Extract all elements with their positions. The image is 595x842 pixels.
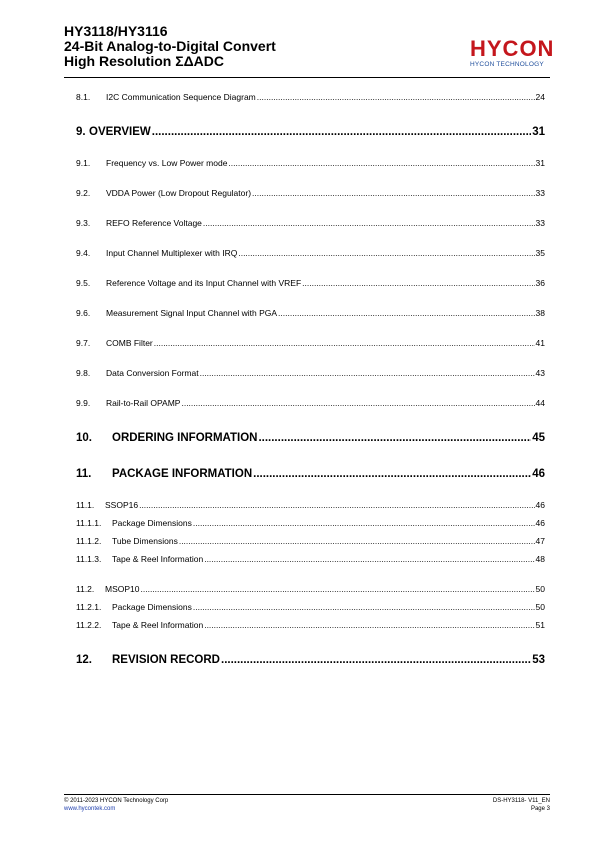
toc-number: 11.2.2. — [76, 620, 102, 630]
toc-page: 31 — [535, 158, 545, 168]
toc-number: 11.2.1. — [76, 602, 102, 612]
toc-leader — [193, 518, 535, 528]
toc-page: 46 — [535, 518, 545, 528]
toc-leader — [193, 602, 535, 612]
toc-leader — [257, 92, 535, 102]
toc-entry-9-8[interactable] — [76, 368, 545, 378]
toc-entry-9-5[interactable] — [76, 278, 545, 288]
toc-title: Reference Voltage and its Input Channel with VREF — [106, 278, 302, 288]
toc-entry-9-9[interactable] — [76, 398, 545, 408]
toc-entry-9[interactable] — [76, 126, 545, 138]
toc-title: Tape & Reel Information — [112, 554, 204, 564]
toc-number: 9.6. — [76, 308, 91, 318]
copyright-text: © 2011-2023 HYCON Technology Corp — [64, 798, 169, 804]
toc-entry-11[interactable] — [76, 468, 545, 480]
toc-leader — [139, 500, 534, 510]
toc-title: Measurement Signal Input Channel with PGA — [106, 308, 278, 318]
toc-entry-9-3[interactable] — [76, 218, 545, 228]
toc-entry-11-2[interactable] — [76, 584, 545, 594]
toc-title: REVISION RECORD — [112, 654, 220, 666]
toc-title: COMB Filter — [106, 338, 153, 348]
toc-entry-11-1-3[interactable] — [76, 554, 545, 564]
toc-page: 50 — [535, 584, 545, 594]
toc-title: OVERVIEW — [89, 126, 151, 138]
toc-page: 24 — [535, 92, 545, 102]
toc-page: 45 — [532, 432, 545, 444]
toc-number: 9.1. — [76, 158, 91, 168]
toc-number: 11.1.1. — [76, 518, 102, 528]
toc-number: 11. — [76, 468, 92, 480]
toc-page: 47 — [535, 536, 545, 546]
header-divider — [64, 77, 550, 78]
toc-entry-12[interactable] — [76, 654, 545, 666]
toc-page: 38 — [535, 308, 545, 318]
toc-number: 11.1. — [76, 500, 95, 510]
document-id: DS-HY3118- V11_EN — [492, 798, 550, 804]
toc-title: Rail-to-Rail OPAMP — [106, 398, 181, 408]
toc-page: 33 — [535, 188, 545, 198]
toc-number: 9.9. — [76, 398, 91, 408]
toc-number: 9.5. — [76, 278, 91, 288]
toc-entry-11-1[interactable] — [76, 500, 545, 510]
toc-leader — [302, 278, 534, 288]
toc-page: 48 — [535, 554, 545, 564]
toc-title: Package Dimensions — [112, 602, 192, 612]
toc-number: 12. — [76, 654, 92, 666]
toc-title: I2C Communication Sequence Diagram — [106, 92, 256, 102]
document-title — [64, 24, 276, 69]
toc-page: 41 — [535, 338, 545, 348]
footer-divider — [64, 794, 550, 795]
toc-title: Frequency vs. Low Power mode — [106, 158, 228, 168]
toc-entry-8-1[interactable] — [76, 92, 545, 102]
toc-entry-11-2-1[interactable] — [76, 602, 545, 612]
toc-leader — [181, 398, 534, 408]
toc-leader — [278, 308, 534, 318]
toc-number: 11.2. — [76, 584, 95, 594]
toc-title: Input Channel Multiplexer with IRQ — [106, 248, 238, 258]
toc-number: 9.8. — [76, 368, 91, 378]
toc-page: 43 — [535, 368, 545, 378]
title-line-1: HY3118/HY3116 — [64, 23, 168, 39]
toc-number: 9.2. — [76, 188, 91, 198]
toc-entry-11-1-1[interactable] — [76, 518, 545, 528]
toc-leader — [154, 338, 535, 348]
toc-page: 44 — [535, 398, 545, 408]
toc-page: 50 — [535, 602, 545, 612]
toc-number: 8.1. — [76, 92, 91, 102]
toc-leader — [152, 126, 531, 138]
toc-leader — [253, 468, 531, 480]
toc-leader — [204, 554, 534, 564]
toc-number: 11.1.3. — [76, 554, 102, 564]
toc-title: Tube Dimensions — [112, 536, 178, 546]
toc-title: REFO Reference Voltage — [106, 218, 202, 228]
toc-number: 9.4. — [76, 248, 91, 258]
toc-page: 51 — [535, 620, 545, 630]
toc-number: 9. — [76, 126, 86, 138]
toc-entry-11-2-2[interactable] — [76, 620, 545, 630]
hycon-logo — [470, 36, 555, 72]
toc-number: 10. — [76, 432, 92, 444]
toc-title: MSOP10 — [105, 584, 140, 594]
toc-title: Tape & Reel Information — [112, 620, 204, 630]
toc-page: 46 — [535, 500, 545, 510]
toc-leader — [204, 620, 534, 630]
toc-page: 31 — [532, 126, 545, 138]
toc-entry-9-4[interactable] — [76, 248, 545, 258]
toc-title: PACKAGE INFORMATION — [112, 468, 253, 480]
logo-wordmark: HYCON — [470, 36, 555, 61]
toc-entry-11-1-2[interactable] — [76, 536, 545, 546]
toc-page: 35 — [535, 248, 545, 258]
toc-page: 46 — [532, 468, 545, 480]
toc-title: Data Conversion Format — [106, 368, 199, 378]
title-line-3: High Resolution ΣΔADC — [64, 53, 225, 69]
toc-leader — [228, 158, 534, 168]
toc-leader — [179, 536, 535, 546]
toc-number: 11.1.2. — [76, 536, 102, 546]
toc-entry-9-6[interactable] — [76, 308, 545, 318]
website-link[interactable]: www.hycontek.com — [64, 805, 116, 812]
toc-leader — [200, 368, 535, 378]
toc-leader — [238, 248, 534, 258]
page-number: Page 3 — [530, 805, 550, 812]
toc-entry-9-2[interactable] — [76, 188, 545, 198]
title-line-2: 24-Bit Analog-to-Digital Convert — [64, 38, 276, 54]
toc-leader — [258, 432, 531, 444]
toc-leader — [141, 584, 535, 594]
toc-entry-9-1[interactable] — [76, 158, 545, 168]
toc-entry-9-7[interactable] — [76, 338, 545, 348]
toc-entry-10[interactable] — [76, 432, 545, 444]
toc-title: VDDA Power (Low Dropout Regulator) — [106, 188, 252, 198]
toc-title: SSOP16 — [105, 500, 139, 510]
toc-number: 9.3. — [76, 218, 91, 228]
toc-leader — [221, 654, 531, 666]
toc-leader — [203, 218, 535, 228]
logo-subtitle: HYCON TECHNOLOGY — [470, 61, 544, 68]
toc-leader — [252, 188, 534, 198]
toc-title: ORDERING INFORMATION — [112, 432, 258, 444]
toc-title: Package Dimensions — [112, 518, 192, 528]
toc-page: 53 — [532, 654, 545, 666]
toc-page: 33 — [535, 218, 545, 228]
toc-page: 36 — [535, 278, 545, 288]
toc-number: 9.7. — [76, 338, 91, 348]
